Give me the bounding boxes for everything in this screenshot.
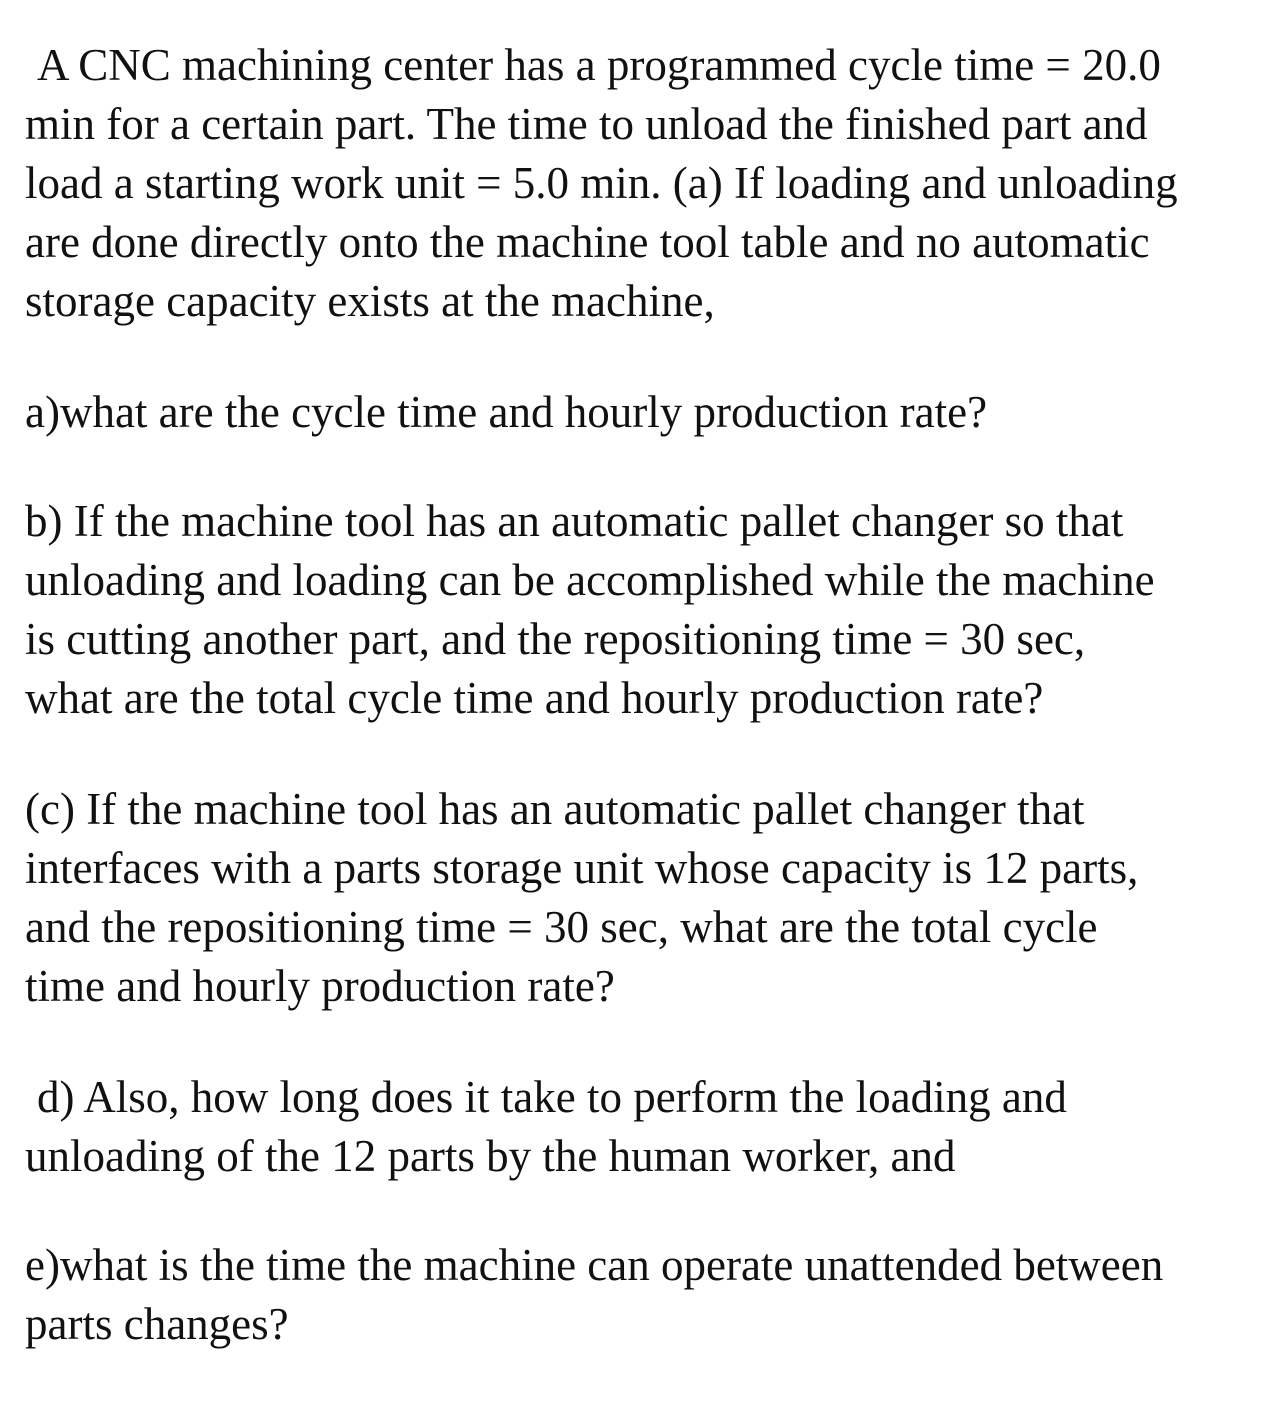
intro-line-5: storage capacity exists at the machine, [25, 276, 715, 326]
question-b-paragraph [25, 492, 1155, 728]
intro-paragraph [25, 36, 1178, 331]
question-e-line-2: parts changes? [25, 1299, 289, 1349]
question-c-line-3: and the repositioning time = 30 sec, what are the total cycle [25, 902, 1098, 952]
question-b-line-3: is cutting another part, and the repositioning time = 30 sec, [25, 614, 1086, 664]
question-b-line-4: what are the total cycle time and hourly production rate? [25, 673, 1044, 723]
intro-line-1: A CNC machining center has a programmed cycle time = 20.0 [37, 40, 1161, 90]
question-c-line-2: interfaces with a parts storage unit whose capacity is 12 parts, [25, 843, 1139, 893]
question-a-paragraph [25, 383, 987, 442]
question-c-paragraph [25, 780, 1138, 1016]
question-d-paragraph [25, 1068, 1067, 1186]
question-b-line-2: unloading and loading can be accomplished while the machine [25, 555, 1155, 605]
question-d-line-2: unloading of the 12 parts by the human worker, and [25, 1131, 956, 1181]
intro-line-4: are done directly onto the machine tool table and no automatic [25, 217, 1150, 267]
question-a-line-1: a)what are the cycle time and hourly production rate? [25, 387, 988, 437]
question-c-line-1: (c) If the machine tool has an automatic pallet changer that [25, 784, 1085, 834]
intro-line-2: min for a certain part. The time to unload the finished part and [25, 99, 1148, 149]
question-c-line-4: time and hourly production rate? [25, 961, 615, 1011]
question-e-paragraph [25, 1236, 1163, 1354]
intro-line-3: load a starting work unit = 5.0 min. (a) If loading and unloading [25, 158, 1178, 208]
question-e-line-1: e)what is the time the machine can operate unattended between [25, 1240, 1164, 1290]
question-d-line-1: d) Also, how long does it take to perform the loading and [37, 1072, 1067, 1122]
question-b-line-1: b) If the machine tool has an automatic pallet changer so that [25, 496, 1124, 546]
